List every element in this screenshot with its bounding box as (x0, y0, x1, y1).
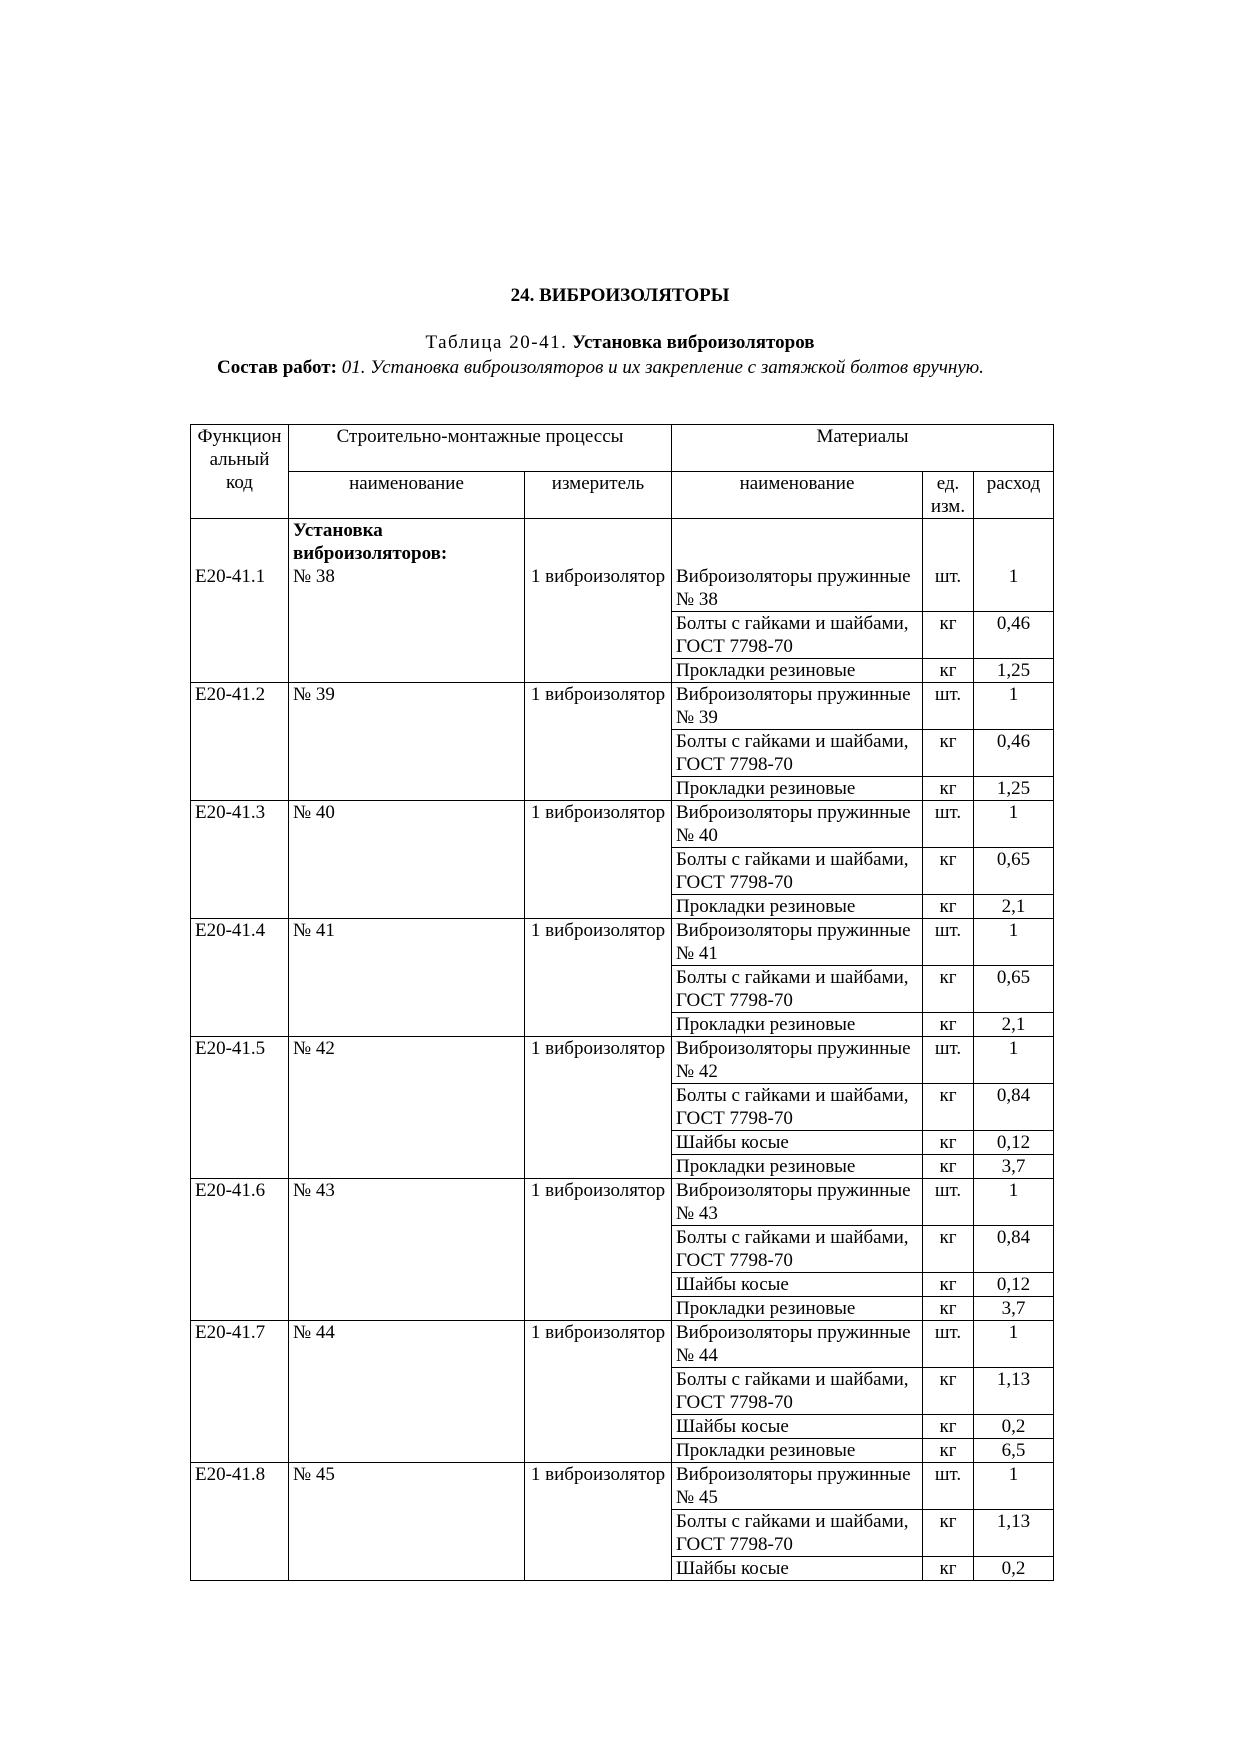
material-qty: 2,1 (974, 1013, 1054, 1037)
material-name: Шайбы косые (672, 1131, 923, 1155)
material-name: Прокладки резиновые (672, 1439, 923, 1463)
group-qty-cell (974, 519, 1054, 566)
material-unit: кг (923, 659, 974, 683)
material-unit: шт. (923, 565, 974, 612)
norm-meter: 1 виброизолятор (525, 1037, 672, 1179)
material-qty: 0,2 (974, 1415, 1054, 1439)
norm-name: № 38 (289, 565, 525, 683)
material-name: Прокладки резиновые (672, 777, 923, 801)
material-name: Прокладки резиновые (672, 659, 923, 683)
norm-code: Е20-41.4 (191, 919, 289, 1037)
norm-code: Е20-41.3 (191, 801, 289, 919)
header-proc-name: наименование (289, 472, 525, 519)
material-name: Шайбы косые (672, 1273, 923, 1297)
header-unit: ед. изм. (923, 472, 974, 519)
material-qty: 0,46 (974, 612, 1054, 659)
work-composition-text: 01. Установка виброизоляторов и их закрепление с затяжкой болтов вручную. (341, 357, 984, 378)
table-caption (0, 332, 1240, 354)
group-meter-cell (525, 519, 672, 566)
norm-name: № 42 (289, 1037, 525, 1179)
material-qty: 0,46 (974, 730, 1054, 777)
material-unit: кг (923, 895, 974, 919)
header-row-2 (191, 472, 1054, 519)
material-name: Виброизоляторы пружинные № 38 (672, 565, 923, 612)
material-unit: кг (923, 966, 974, 1013)
material-name: Болты с гайками и шайбами, ГОСТ 7798-70 (672, 730, 923, 777)
material-qty: 1,13 (974, 1510, 1054, 1557)
material-unit: кг (923, 1557, 974, 1581)
norm-code: Е20-41.8 (191, 1463, 289, 1581)
material-name: Прокладки резиновые (672, 895, 923, 919)
norm-row (191, 1463, 1054, 1510)
material-unit: шт. (923, 1037, 974, 1084)
norm-code: Е20-41.2 (191, 683, 289, 801)
work-composition-label: Состав работ: (217, 357, 337, 378)
norm-name: № 40 (289, 801, 525, 919)
section-title: 24. ВИБРОИЗОЛЯТОРЫ (510, 285, 730, 306)
material-name: Шайбы косые (672, 1557, 923, 1581)
group-code-cell (191, 519, 289, 566)
material-unit: кг (923, 1084, 974, 1131)
material-qty: 1,25 (974, 777, 1054, 801)
material-qty: 0,12 (974, 1273, 1054, 1297)
material-qty: 1,13 (974, 1368, 1054, 1415)
material-unit: шт. (923, 683, 974, 730)
material-name: Виброизоляторы пружинные № 41 (672, 919, 923, 966)
material-unit: шт. (923, 1179, 974, 1226)
material-unit: кг (923, 848, 974, 895)
material-name: Виброизоляторы пружинные № 39 (672, 683, 923, 730)
work-composition (187, 356, 1050, 380)
material-unit: кг (923, 1439, 974, 1463)
header-consumption: расход (974, 472, 1054, 519)
group-mat-name-cell (672, 519, 923, 566)
material-name: Виброизоляторы пружинные № 45 (672, 1463, 923, 1510)
norm-meter: 1 виброизолятор (525, 683, 672, 801)
material-qty: 1 (974, 919, 1054, 966)
material-qty: 1,25 (974, 659, 1054, 683)
material-qty: 0,84 (974, 1084, 1054, 1131)
material-name: Виброизоляторы пружинные № 43 (672, 1179, 923, 1226)
group-title-row (191, 519, 1054, 566)
material-unit: кг (923, 1155, 974, 1179)
material-qty: 3,7 (974, 1297, 1054, 1321)
material-qty: 1 (974, 1179, 1054, 1226)
material-qty: 1 (974, 801, 1054, 848)
norm-row (191, 1037, 1054, 1084)
material-qty: 0,2 (974, 1557, 1054, 1581)
material-name: Болты с гайками и шайбами, ГОСТ 7798-70 (672, 1084, 923, 1131)
material-qty: 0,12 (974, 1131, 1054, 1155)
material-name: Болты с гайками и шайбами, ГОСТ 7798-70 (672, 1226, 923, 1273)
norm-code: Е20-41.5 (191, 1037, 289, 1179)
header-row-1 (191, 425, 1054, 472)
material-name: Болты с гайками и шайбами, ГОСТ 7798-70 (672, 966, 923, 1013)
table-caption-name: Установка виброизоляторов (572, 332, 815, 353)
norm-code: Е20-41.1 (191, 565, 289, 683)
group-unit-cell (923, 519, 974, 566)
material-name: Болты с гайками и шайбами, ГОСТ 7798-70 (672, 1368, 923, 1415)
material-unit: кг (923, 1226, 974, 1273)
material-unit: шт. (923, 1321, 974, 1368)
header-processes: Строительно-монтажные процессы (289, 425, 672, 472)
norm-meter: 1 виброизолятор (525, 801, 672, 919)
material-name: Прокладки резиновые (672, 1013, 923, 1037)
material-unit: шт. (923, 1463, 974, 1510)
norms-table (190, 424, 1054, 1581)
material-qty: 0,65 (974, 966, 1054, 1013)
material-name: Болты с гайками и шайбами, ГОСТ 7798-70 (672, 612, 923, 659)
material-unit: кг (923, 1297, 974, 1321)
norm-row (191, 801, 1054, 848)
norm-name: № 43 (289, 1179, 525, 1321)
material-name: Виброизоляторы пружинные № 44 (672, 1321, 923, 1368)
norm-name: № 39 (289, 683, 525, 801)
material-unit: кг (923, 1510, 974, 1557)
group-title: Установка виброизоляторов: (289, 519, 525, 566)
norms-table-body (191, 425, 1054, 1581)
header-materials: Материалы (672, 425, 1054, 472)
material-qty: 6,5 (974, 1439, 1054, 1463)
norm-row (191, 683, 1054, 730)
norm-row (191, 565, 1054, 612)
material-name: Болты с гайками и шайбами, ГОСТ 7798-70 (672, 1510, 923, 1557)
header-code: Функцион альный код (191, 425, 289, 519)
norm-meter: 1 виброизолятор (525, 1463, 672, 1581)
norm-meter: 1 виброизолятор (525, 1179, 672, 1321)
material-unit: кг (923, 1415, 974, 1439)
table-caption-number: Таблица 20-41. (425, 332, 568, 353)
material-qty: 1 (974, 1463, 1054, 1510)
material-qty: 0,65 (974, 848, 1054, 895)
norm-name: № 44 (289, 1321, 525, 1463)
material-unit: кг (923, 612, 974, 659)
material-unit: кг (923, 777, 974, 801)
material-name: Виброизоляторы пружинные № 42 (672, 1037, 923, 1084)
header-proc-meter: измеритель (525, 472, 672, 519)
norm-meter: 1 виброизолятор (525, 1321, 672, 1463)
material-unit: шт. (923, 801, 974, 848)
material-unit: шт. (923, 919, 974, 966)
material-unit: кг (923, 730, 974, 777)
norm-name: № 41 (289, 919, 525, 1037)
material-name: Прокладки резиновые (672, 1297, 923, 1321)
material-qty: 3,7 (974, 1155, 1054, 1179)
norm-meter: 1 виброизолятор (525, 565, 672, 683)
material-qty: 1 (974, 565, 1054, 612)
material-qty: 0,84 (974, 1226, 1054, 1273)
norm-row (191, 1321, 1054, 1368)
norm-row (191, 1179, 1054, 1226)
norm-code: Е20-41.6 (191, 1179, 289, 1321)
material-name: Прокладки резиновые (672, 1155, 923, 1179)
material-name: Болты с гайками и шайбами, ГОСТ 7798-70 (672, 848, 923, 895)
material-unit: кг (923, 1368, 974, 1415)
material-qty: 1 (974, 1037, 1054, 1084)
material-unit: кг (923, 1013, 974, 1037)
material-qty: 1 (974, 1321, 1054, 1368)
norm-row (191, 919, 1054, 966)
material-unit: кг (923, 1273, 974, 1297)
header-mat-name: наименование (672, 472, 923, 519)
norm-meter: 1 виброизолятор (525, 919, 672, 1037)
material-name: Шайбы косые (672, 1415, 923, 1439)
norm-name: № 45 (289, 1463, 525, 1581)
material-unit: кг (923, 1131, 974, 1155)
material-qty: 2,1 (974, 895, 1054, 919)
material-name: Виброизоляторы пружинные № 40 (672, 801, 923, 848)
material-qty: 1 (974, 683, 1054, 730)
norm-code: Е20-41.7 (191, 1321, 289, 1463)
